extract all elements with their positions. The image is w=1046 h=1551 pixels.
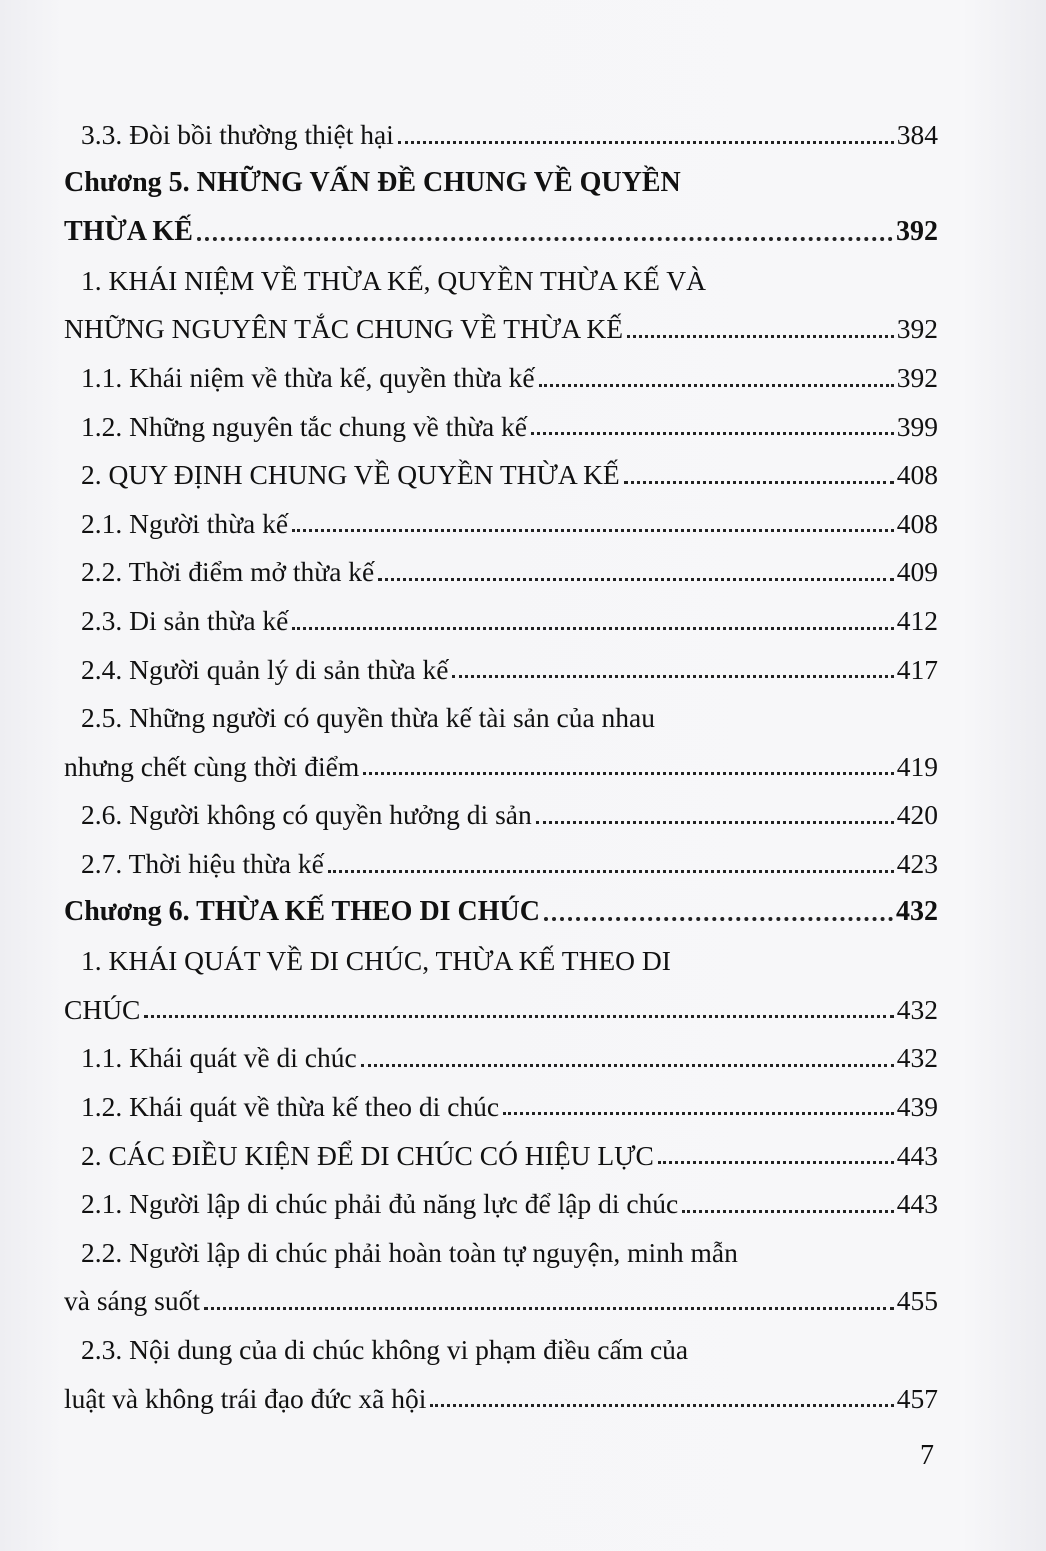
dot-leader [503,1112,894,1115]
dot-leader [658,1161,894,1164]
toc-line [64,100,938,149]
toc-line [64,780,938,829]
toc-entry-title: 1.1. Khái quát về di chúc [81,1042,357,1074]
toc-entry-title: 1.2. Khái quát về thừa kế theo di chúc [81,1090,500,1122]
toc-entry-title: 1. KHÁI NIỆM VỀ THỪA KẾ, QUYỀN THỪA KẾ VÀ [81,264,706,296]
dot-leader [292,529,894,532]
dot-leader [378,578,894,581]
toc-entry-title: 2.2. Người lập di chúc phải hoàn toàn tự nguyện, minh mẫn [81,1236,738,1268]
toc-entry-title: 1.1. Khái niệm về thừa kế, quyền thừa kế [81,362,535,394]
toc-entry-title: Chương 6. THỪA KẾ THEO DI CHÚC [64,896,540,928]
toc-entry-page: 443 [896,1139,938,1171]
toc-entry-page: 412 [896,605,938,637]
toc-line [64,926,938,975]
dot-leader [539,384,894,387]
dot-leader [624,481,894,484]
toc-line [64,294,938,343]
toc-line [64,343,938,392]
toc-entry-title: nhưng chết cùng thời điểm [64,750,360,782]
toc-line [64,440,938,489]
toc-entry-page: 408 [896,507,938,539]
dot-leader [536,821,894,824]
toc-entry-page: 432 [896,1042,938,1074]
toc-line [64,1363,938,1412]
toc-entry-title: luật và không trái đạo đức xã hội [64,1382,427,1414]
toc-line [64,1120,938,1169]
toc-entry-page: 443 [896,1188,938,1220]
toc-entry-title: 2.6. Người không có quyền hưởng di sản [81,799,532,831]
toc-entry-page: 457 [896,1382,938,1414]
toc-entry-title: 1.2. Những nguyên tắc chung về thừa kế [81,410,528,442]
toc-entry-title: CHÚC [64,993,141,1025]
toc-entry-page: 419 [896,750,938,782]
toc-line [64,586,938,635]
toc-line [64,537,938,586]
toc-entry-title: 2.1. Người lập di chúc phải đủ năng lực để lập di chúc [81,1188,679,1220]
toc-entry-title: 1. KHÁI QUÁT VỀ DI CHÚC, THỪA KẾ THEO DI [81,945,671,977]
page-number: 7 [920,1440,934,1471]
dot-leader [197,237,893,241]
toc-entry-title: và sáng suốt [64,1285,200,1317]
toc-line [64,246,938,295]
toc-entry-page: 399 [896,410,938,442]
toc-entry-title: Chương 5. NHỮNG VẤN ĐỀ CHUNG VỀ QUYỀN [64,167,681,199]
dot-leader [627,335,894,338]
toc-line [64,732,938,781]
dot-leader [430,1404,893,1407]
toc-line [64,149,938,198]
dot-leader [363,772,894,775]
toc-entry-page: 417 [896,653,938,685]
toc-line [64,1169,938,1218]
toc-line [64,489,938,538]
toc-entry-title: 3.3. Đòi bồi thường thiệt hại [81,119,394,151]
toc-entry-page: 432 [896,896,938,928]
toc-entry-title: 2.3. Nội dung của di chúc không vi phạm điều cấm của [81,1333,689,1365]
toc-entry-page: 423 [896,848,938,879]
toc-entry-title: 2.1. Người thừa kế [81,507,289,539]
toc-entry-page: 409 [896,556,938,588]
dot-leader [544,917,893,921]
toc-line [64,392,938,441]
toc-line [64,1072,938,1121]
dot-leader [398,141,894,144]
toc-entry-page: 408 [896,459,938,491]
toc-entry-page: 432 [896,993,938,1025]
toc-line [64,1218,938,1267]
toc-entry-title: 2.3. Di sản thừa kế [81,605,289,637]
dot-leader [328,870,894,873]
toc-line [64,1266,938,1315]
dot-leader [682,1210,893,1213]
table-of-contents [64,100,938,1412]
toc-entry-page: 439 [896,1090,938,1122]
toc-line [64,635,938,684]
toc-line [64,975,938,1024]
dot-leader [144,1015,893,1018]
toc-entry-page: 455 [896,1285,938,1317]
dot-leader [531,432,894,435]
toc-entry-title: 2.7. Thời hiệu thừa kế [81,848,324,879]
toc-line [64,197,938,246]
toc-entry-title: THỪA KẾ [64,215,193,247]
toc-line [64,1315,938,1364]
toc-entry-title: 2.5. Những người có quyền thừa kế tài sản của nhau [81,702,655,734]
toc-line [64,829,938,878]
toc-entry-title: NHỮNG NGUYÊN TẮC CHUNG VỀ THỪA KẾ [64,313,624,345]
dot-leader [292,627,893,630]
toc-line [64,683,938,732]
toc-line [64,1023,938,1072]
toc-entry-page: 420 [896,799,938,831]
dot-leader [204,1307,894,1310]
dot-leader [361,1064,894,1067]
toc-entry-title: 2. CÁC ĐIỀU KIỆN ĐỂ DI CHÚC CÓ HIỆU LỰC [81,1139,654,1171]
toc-entry-page: 384 [896,119,938,151]
toc-line [64,878,938,927]
toc-entry-page: 392 [896,362,938,394]
toc-entry-title: 2. QUY ĐỊNH CHUNG VỀ QUYỀN THỪA KẾ [81,459,620,491]
toc-entry-page: 392 [896,313,938,345]
toc-entry-title: 2.4. Người quản lý di sản thừa kế [81,653,449,685]
toc-entry-title: 2.2. Thời điểm mở thừa kế [81,556,375,588]
dot-leader [452,675,893,678]
toc-entry-page: 392 [896,215,938,247]
